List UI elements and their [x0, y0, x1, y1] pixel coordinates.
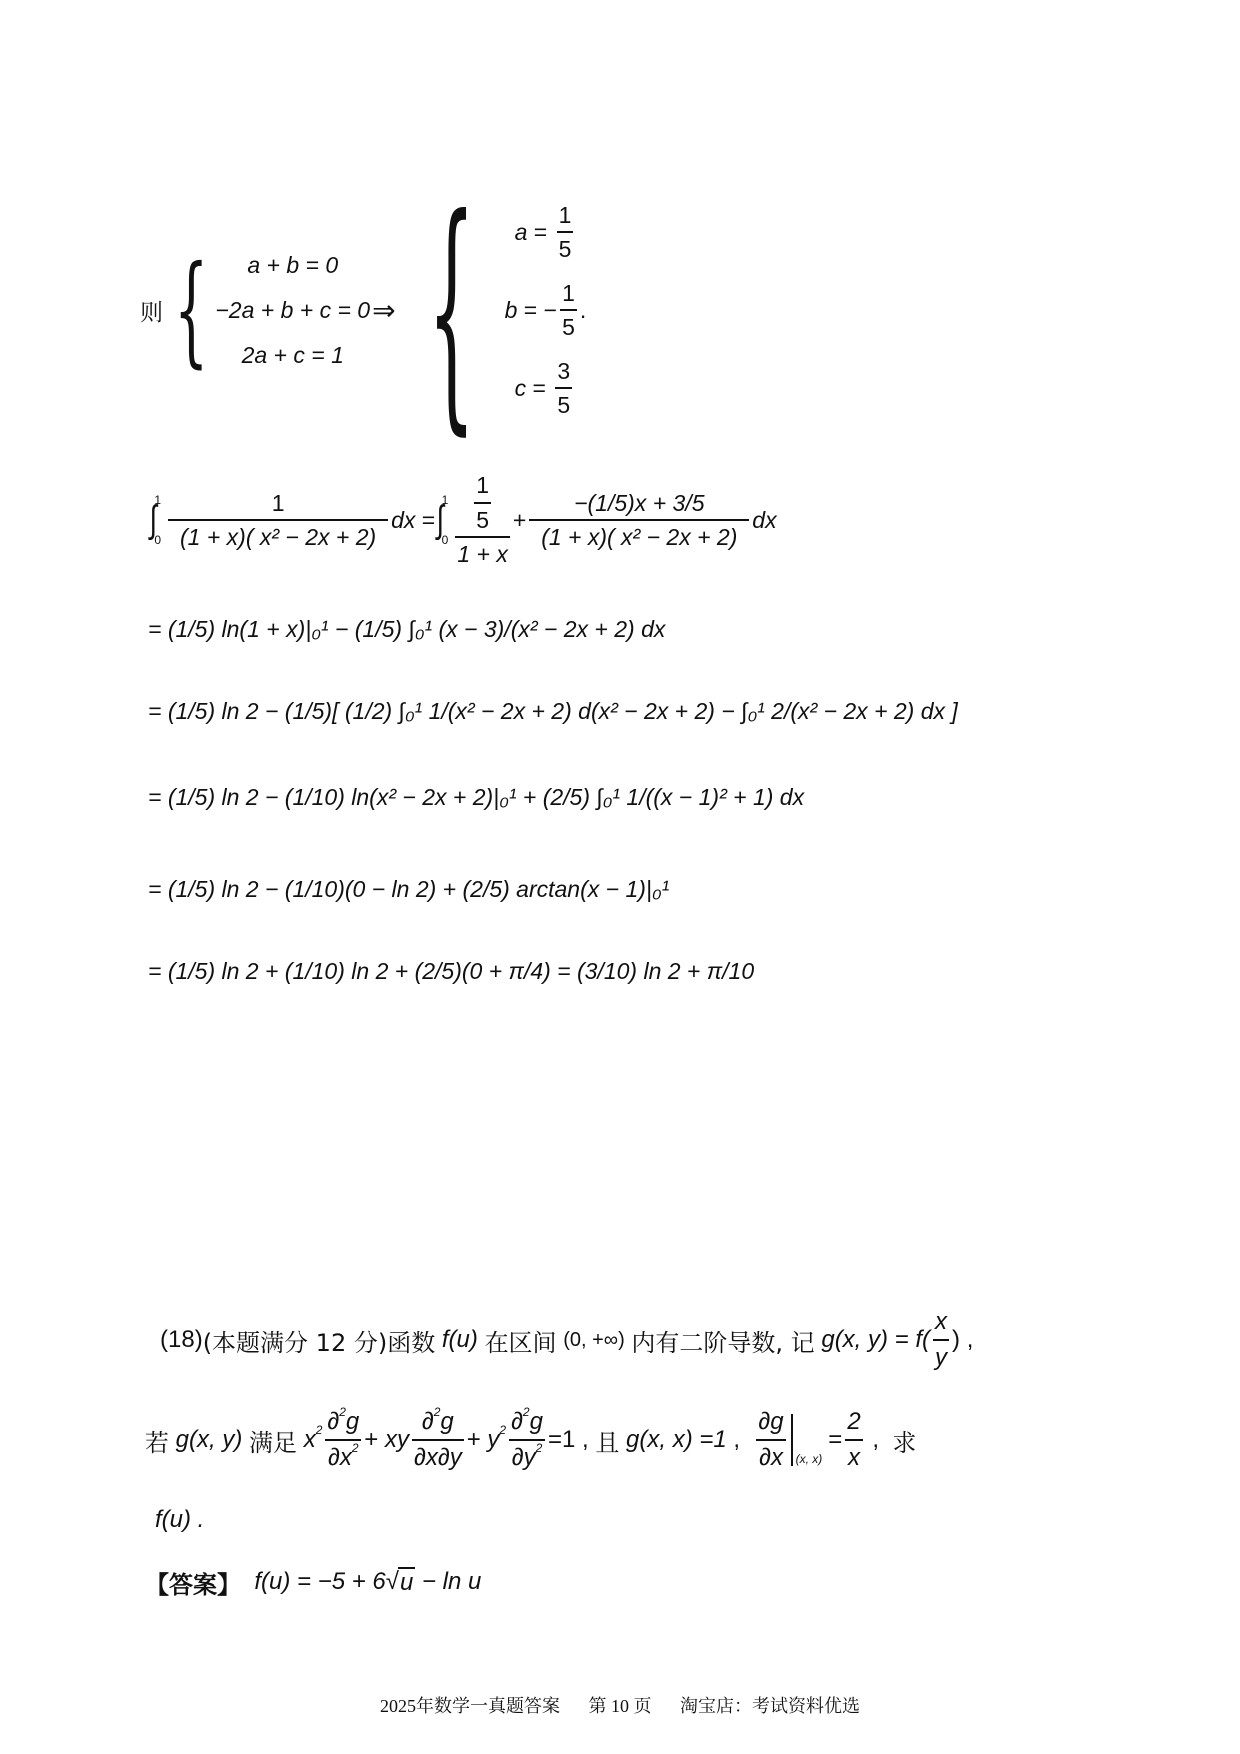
derivation-line-3: = (1/5) ln 2 − (1/5)[ (1/2) ∫₀¹ 1/(x² − 2x + 2) d(x² − 2x + 2) − ∫₀¹ 2/(x² − 2x + 2) dx ] [148, 697, 958, 724]
derivation-line-5: = (1/5) ln 2 − (1/10)(0 − ln 2) + (2/5) arctan(x − 1)|₀¹ [148, 875, 670, 902]
right-brace-icon: { [427, 164, 475, 456]
left-brace-icon: { [173, 240, 209, 380]
problem-18-condition: 若 g(x, y) 满足 $x^2$ $\frac{\partial^2g}{\partial x^2}$ + xy $\frac{\partial^2g}{\partial x\partial y}$ + $y^2$ $\frac{\partial^2g}{\partial y^2}$ =1 , 且 g(x, x) =1 , $\frac{\partial g}{\partial x}$ (x, x) = $\frac{2}{x}$ , 求 [145, 1405, 917, 1471]
var-b: b [504, 296, 518, 323]
equation-2: −2a + b + c = 0 [215, 296, 371, 323]
system-equations [215, 243, 370, 378]
problem-18-target: f(u) . [155, 1506, 205, 1533]
derivation-line-4: = (1/5) ln 2 − (1/10) ln(x² − 2x + 2)|₀¹ + (2/5) ∫₀¹ 1/((x − 1)² + 1) dx [148, 783, 805, 810]
var-c: c [514, 374, 527, 401]
answer: 【答案】 f(u) = −5 + 6 √ u − ln u [145, 1562, 481, 1602]
derivation-line-1: ∫ 1 0 $\frac{1}{\text{(1 + x)( x² − 2x + 2)}}$ dx = ∫ 1 0 $\frac{\frac{1}{5}}{1 + x}$ + $\frac{-(1/5)x + 3/5}{\text{(1 + x)( x² − 2x + 2)}}$ dx [149, 472, 777, 568]
derivation-line-2: = (1/5) ln(1 + x)|₀¹ − (1/5) ∫₀¹ (x − 3)/(x² − 2x + 2) dx [148, 615, 666, 642]
derivation-line-6: = (1/5) ln 2 + (1/10) ln 2 + (2/5)(0 + π/4) = (3/10) ln 2 + π/10 [148, 957, 755, 984]
answer-label: 【答案】 [145, 1570, 241, 1599]
integral-sign-icon: ∫ [149, 499, 157, 541]
footer-page-number: 第 10 页 [588, 1696, 652, 1716]
system-solution: a = $\frac{1}{5}$ b = − $\frac{1}{5}$ . c = $\frac{3}{5}$ [504, 201, 587, 418]
page-footer [0, 1692, 1240, 1718]
system-prefix: 则 [140, 299, 163, 326]
integral-sign-icon: ∫ [436, 499, 445, 541]
equation-3: 2a + c = 1 [241, 341, 344, 368]
problem-18-statement: (18) (本题满分 12 分) 函数 f(u) 在区间 (0, +∞) 内有二阶导数, 记 g(x, y) = f( $\frac{x}{y}$ ) , [160, 1308, 974, 1371]
problem-number: (18) [160, 1326, 203, 1353]
problem-score: (本题满分 12 分) [202, 1328, 388, 1357]
footer-shop: 淘宝店：考试资料优选 [680, 1696, 860, 1716]
footer-title: 2025年数学一真题答案 [380, 1696, 560, 1716]
implies-arrow-icon: ⇒ [372, 294, 396, 326]
var-a: a [514, 218, 528, 245]
equation-system [140, 164, 587, 456]
equation-1: a + b = 0 [247, 251, 339, 278]
